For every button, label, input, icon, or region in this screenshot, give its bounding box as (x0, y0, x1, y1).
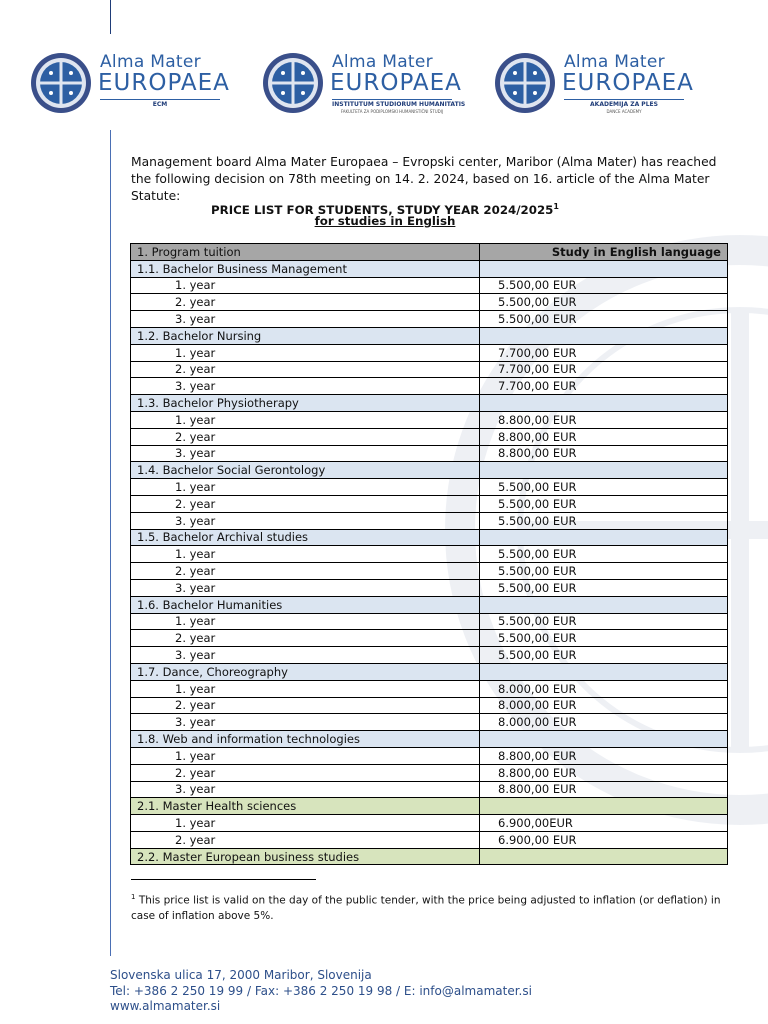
year-price: 5.500,00 EUR (480, 613, 728, 630)
year-price: 7.700,00 EUR (480, 344, 728, 361)
program-price-empty (480, 848, 728, 865)
year-price: 8.800,00 EUR (480, 428, 728, 445)
year-label: 3. year (131, 781, 480, 798)
footnote-text: This price list is valid on the day of the public tender, with the price being adjusted to inflation (or deflation) in case of inflation above 5%. (131, 894, 721, 922)
year-price: 5.500,00 EUR (480, 512, 728, 529)
logo-rule (332, 99, 452, 100)
year-price: 5.500,00 EUR (480, 311, 728, 328)
footnote-separator (131, 879, 316, 880)
program-name: 1.2. Bachelor Nursing (131, 327, 480, 344)
title-footnote-mark: 1 (553, 202, 559, 211)
program-price-empty (480, 798, 728, 815)
year-price: 5.500,00 EUR (480, 495, 728, 512)
year-price: 8.000,00 EUR (480, 714, 728, 731)
logo-ecm (30, 50, 230, 114)
year-label: 2. year (131, 563, 480, 580)
logo-sub: ECM (152, 101, 168, 108)
logo-rule (564, 99, 684, 100)
program-price-empty (480, 731, 728, 748)
year-row (131, 781, 728, 798)
title-text: PRICE LIST FOR STUDENTS, STUDY YEAR 2024/2025 (211, 202, 554, 217)
program-name: 2.1. Master Health sciences (131, 798, 480, 815)
year-label: 1. year (131, 613, 480, 630)
footnote-mark: 1 (131, 893, 136, 901)
year-label: 2. year (131, 630, 480, 647)
year-label: 2. year (131, 495, 480, 512)
logo-sub: AKADEMIJA ZA PLES (590, 101, 658, 108)
year-price: 8.800,00 EUR (480, 747, 728, 764)
year-label: 2. year (131, 764, 480, 781)
header-study-language: Study in English language (480, 244, 728, 261)
program-name: 1.3. Bachelor Physiotherapy (131, 395, 480, 412)
seal-icon (494, 52, 556, 114)
year-label: 1. year (131, 411, 480, 428)
program-price-empty (480, 596, 728, 613)
header-program-tuition: 1. Program tuition (131, 244, 480, 261)
program-row (131, 260, 728, 277)
logo-line2: EUROPAEA (98, 70, 230, 96)
program-row (131, 596, 728, 613)
program-row (131, 395, 728, 412)
year-row (131, 311, 728, 328)
year-price: 7.700,00 EUR (480, 361, 728, 378)
year-row (131, 831, 728, 848)
logo-rule (100, 99, 220, 100)
year-price: 7.700,00 EUR (480, 378, 728, 395)
page-footer (110, 968, 532, 1015)
year-label: 2. year (131, 294, 480, 311)
program-price-empty (480, 663, 728, 680)
program-row (131, 848, 728, 865)
year-price: 8.800,00 EUR (480, 445, 728, 462)
logo-line1: Alma Mater (100, 52, 201, 72)
year-row (131, 747, 728, 764)
year-label: 1. year (131, 277, 480, 294)
year-row (131, 613, 728, 630)
year-price: 5.500,00 EUR (480, 630, 728, 647)
year-label: 3. year (131, 714, 480, 731)
year-label: 1. year (131, 479, 480, 496)
year-row (131, 546, 728, 563)
program-name: 1.1. Bachelor Business Management (131, 260, 480, 277)
logo-sub2: DANCE ACADEMY (606, 109, 642, 114)
year-row (131, 697, 728, 714)
seal-icon (262, 52, 324, 114)
program-price-empty (480, 529, 728, 546)
year-label: 2. year (131, 831, 480, 848)
year-row (131, 361, 728, 378)
year-row (131, 428, 728, 445)
footer-contact: Tel: +386 2 250 19 99 / Fax: +386 2 250 19 98 / E: info@almamater.si (110, 983, 532, 998)
year-price: 5.500,00 EUR (480, 479, 728, 496)
year-price: 6.900,00EUR (480, 815, 728, 832)
program-name: 1.7. Dance, Choreography (131, 663, 480, 680)
price-table-body (131, 260, 728, 865)
year-row (131, 277, 728, 294)
program-price-empty (480, 395, 728, 412)
year-row (131, 445, 728, 462)
year-price: 8.800,00 EUR (480, 781, 728, 798)
year-label: 3. year (131, 512, 480, 529)
program-row (131, 798, 728, 815)
year-row (131, 294, 728, 311)
year-label: 1. year (131, 546, 480, 563)
program-price-empty (480, 260, 728, 277)
logo-ish (262, 50, 466, 114)
logo-line2: EUROPAEA (330, 70, 462, 96)
program-price-empty (480, 327, 728, 344)
year-label: 1. year (131, 815, 480, 832)
logo-line2: EUROPAEA (562, 70, 694, 96)
margin-line (110, 130, 111, 956)
program-name: 1.5. Bachelor Archival studies (131, 529, 480, 546)
year-price: 8.000,00 EUR (480, 697, 728, 714)
year-row (131, 764, 728, 781)
program-price-empty (480, 462, 728, 479)
year-row (131, 344, 728, 361)
year-row (131, 714, 728, 731)
year-row (131, 479, 728, 496)
year-price: 8.000,00 EUR (480, 680, 728, 697)
year-row (131, 563, 728, 580)
year-price: 5.500,00 EUR (480, 546, 728, 563)
logo-line1: Alma Mater (564, 52, 665, 72)
program-row (131, 327, 728, 344)
intro-paragraph: Management board Alma Mater Europaea – Evropski center, Maribor (Alma Mater) has reached the following decision on 78th meeting on 14. 2. 2024, based on 16. article of the Alma Mater Statute: (131, 155, 717, 203)
program-row (131, 529, 728, 546)
year-label: 3. year (131, 445, 480, 462)
footnote (131, 890, 721, 924)
year-label: 3. year (131, 647, 480, 664)
program-name: 1.6. Bachelor Humanities (131, 596, 480, 613)
program-row (131, 731, 728, 748)
logo-line1: Alma Mater (332, 52, 433, 72)
year-row (131, 495, 728, 512)
seal-icon (30, 52, 92, 114)
year-label: 3. year (131, 311, 480, 328)
table-header-row (131, 244, 728, 261)
year-row (131, 378, 728, 395)
year-row (131, 411, 728, 428)
price-table (130, 243, 728, 865)
year-row (131, 579, 728, 596)
logo-sub2: FAKULTETA ZA PODIPLOMSKI HUMANISTIČNI ŠTUDIJ (340, 109, 444, 114)
year-price: 5.500,00 EUR (480, 294, 728, 311)
year-label: 3. year (131, 579, 480, 596)
year-row (131, 630, 728, 647)
footer-web[interactable]: www.almamater.si (110, 999, 221, 1013)
logo-dance (494, 50, 694, 114)
logo-sub: INSTITUTUM STUDIORUM HUMANITATIS (332, 101, 466, 108)
year-price: 5.500,00 EUR (480, 277, 728, 294)
year-label: 2. year (131, 361, 480, 378)
year-price: 5.500,00 EUR (480, 563, 728, 580)
year-label: 1. year (131, 680, 480, 697)
program-name: 2.2. Master European business studies (131, 848, 480, 865)
footer-address: Slovenska ulica 17, 2000 Maribor, Slovenija (110, 968, 372, 982)
year-label: 1. year (131, 747, 480, 764)
year-row (131, 815, 728, 832)
program-name: 1.4. Bachelor Social Gerontology (131, 462, 480, 479)
year-label: 3. year (131, 378, 480, 395)
program-name: 1.8. Web and information technologies (131, 731, 480, 748)
year-price: 8.800,00 EUR (480, 411, 728, 428)
year-row (131, 647, 728, 664)
year-row (131, 680, 728, 697)
program-row (131, 462, 728, 479)
margin-line-top (110, 0, 111, 34)
year-price: 6.900,00 EUR (480, 831, 728, 848)
year-price: 8.800,00 EUR (480, 764, 728, 781)
year-label: 2. year (131, 428, 480, 445)
document-subtitle: for studies in English (314, 214, 456, 228)
year-price: 5.500,00 EUR (480, 579, 728, 596)
year-label: 1. year (131, 344, 480, 361)
year-price: 5.500,00 EUR (480, 647, 728, 664)
program-row (131, 663, 728, 680)
year-row (131, 512, 728, 529)
year-label: 2. year (131, 697, 480, 714)
